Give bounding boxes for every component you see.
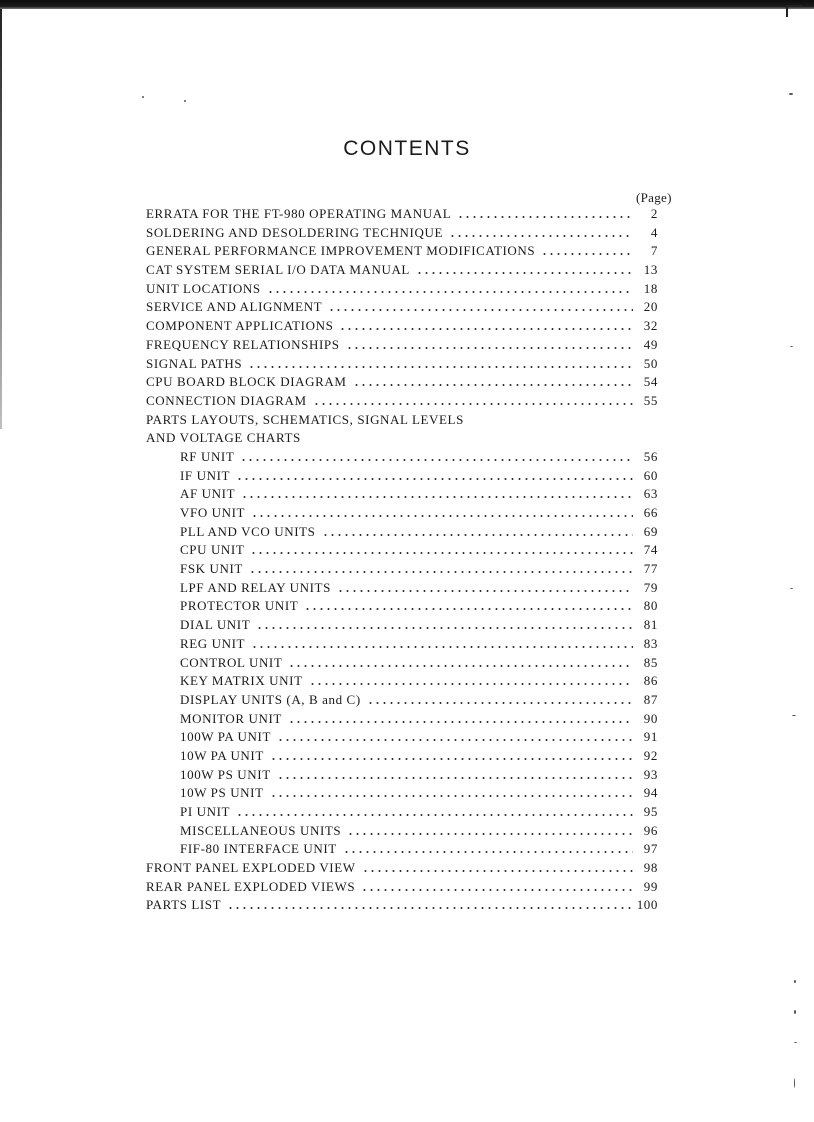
dot-leader <box>361 889 633 891</box>
toc-entry-page: 55 <box>643 392 658 408</box>
toc-entry-page: 96 <box>643 822 658 838</box>
toc-entry-page: 18 <box>643 280 658 296</box>
toc-sub-entry <box>146 841 670 860</box>
dot-leader <box>277 739 633 741</box>
toc-entry <box>146 225 670 244</box>
toc-section-heading-line: AND VOLTAGE CHARTS <box>146 430 301 446</box>
dot-leader <box>309 683 633 685</box>
toc-sub-entry <box>146 673 670 692</box>
toc-entry-label: FREQUENCY RELATIONSHIPS <box>146 336 340 352</box>
toc-entry-label: ERRATA FOR THE FT-980 OPERATING MANUAL <box>146 206 452 221</box>
toc-section-heading <box>146 430 670 449</box>
dot-leader <box>236 478 633 480</box>
toc-entry-label: SIGNAL PATHS <box>146 355 243 371</box>
toc-entry-label: 100W PS UNIT <box>180 766 271 782</box>
toc-entry-page: 95 <box>643 804 658 819</box>
dot-leader <box>457 216 633 218</box>
dot-leader <box>240 459 633 461</box>
toc-entry-page: 54 <box>643 374 658 390</box>
toc-entry-label: PLL AND VCO UNITS <box>180 523 316 539</box>
dot-leader <box>322 534 633 536</box>
toc-entry-label: REAR PANEL EXPLODED VIEWS <box>146 878 356 894</box>
toc-entry-label: CONNECTION DIAGRAM <box>146 392 307 408</box>
dot-leader <box>251 646 633 648</box>
toc-entry <box>146 374 670 393</box>
dot-leader <box>270 758 633 760</box>
toc-entry-label: SOLDERING AND DESOLDERING TECHNIQUE <box>146 224 443 240</box>
toc-entry-label: CAT SYSTEM SERIAL I/O DATA MANUAL <box>146 262 410 278</box>
dot-leader <box>251 515 633 517</box>
toc-entry-page: 94 <box>643 785 658 801</box>
toc-entry-page: 20 <box>643 299 658 315</box>
table-of-contents <box>146 206 670 916</box>
toc-sub-entry <box>146 711 670 730</box>
toc-entry-page: 7 <box>650 243 658 259</box>
toc-entry <box>146 243 670 262</box>
toc-sub-entry <box>146 486 670 505</box>
toc-entry-page: 93 <box>643 766 658 782</box>
dot-leader <box>288 721 633 723</box>
toc-entry-label: GENERAL PERFORMANCE IMPROVEMENT MODIFICATIONS <box>146 243 536 259</box>
dot-leader <box>288 665 633 667</box>
scan-speck <box>792 715 796 716</box>
scan-speck <box>142 96 144 98</box>
dot-leader <box>367 702 633 704</box>
scan-top-border <box>0 0 814 9</box>
dot-leader <box>277 777 633 779</box>
toc-entry-label: DISPLAY UNITS (A, B and C) <box>180 691 361 707</box>
toc-section-heading <box>146 412 670 431</box>
toc-sub-entry <box>146 729 670 748</box>
toc-entry-page: 90 <box>643 710 658 726</box>
toc-entry-page: 66 <box>643 505 658 520</box>
dot-leader <box>337 590 633 592</box>
dot-leader <box>241 496 633 498</box>
toc-sub-entry <box>146 617 670 636</box>
toc-sub-entry <box>146 804 670 823</box>
toc-entry-page: 97 <box>643 841 658 857</box>
toc-entry-label: PARTS LIST <box>146 897 222 913</box>
scan-left-edge <box>0 9 2 429</box>
toc-entry-page: 69 <box>643 523 658 539</box>
toc-sub-entry <box>146 748 670 767</box>
toc-entry-page: 4 <box>650 224 658 240</box>
toc-entry-label: CONTROL UNIT <box>180 654 283 670</box>
scan-speck <box>789 93 793 95</box>
toc-entry <box>146 281 670 300</box>
toc-sub-entry <box>146 598 670 617</box>
toc-sub-entry <box>146 505 670 524</box>
toc-entry-label: FIF-80 INTERFACE UNIT <box>180 841 337 857</box>
scan-speck <box>794 980 796 983</box>
toc-entry-label: AF UNIT <box>180 486 236 502</box>
toc-entry-page: 86 <box>643 673 658 689</box>
toc-sub-entry <box>146 468 670 487</box>
dot-leader <box>227 907 633 909</box>
toc-entry-page: 87 <box>643 691 658 707</box>
dot-leader <box>353 384 633 386</box>
scan-speck <box>794 1078 795 1088</box>
scan-speck <box>790 346 793 347</box>
toc-sub-entry <box>146 636 670 655</box>
toc-entry-label: VFO UNIT <box>180 505 246 520</box>
toc-entry-page: 74 <box>643 542 658 558</box>
toc-entry-label: MISCELLANEOUS UNITS <box>180 822 342 838</box>
dot-leader <box>270 795 633 797</box>
toc-entry-label: PROTECTOR UNIT <box>180 598 299 614</box>
toc-entry-label: LPF AND RELAY UNITS <box>180 579 331 595</box>
toc-entry-page: 81 <box>643 617 658 633</box>
scan-speck <box>790 588 793 589</box>
toc-entry-page: 92 <box>643 747 658 763</box>
toc-entry-page: 100 <box>636 897 658 913</box>
scan-speck <box>794 1010 796 1014</box>
toc-sub-entry <box>146 524 670 543</box>
toc-entry-label: DIAL UNIT <box>180 617 251 633</box>
toc-entry-label: PI UNIT <box>180 804 231 819</box>
scan-corner-mark <box>786 5 802 17</box>
toc-entry <box>146 262 670 281</box>
toc-entry-page: 79 <box>643 579 658 595</box>
toc-entry-page: 49 <box>643 336 658 352</box>
scan-speck <box>184 100 186 102</box>
toc-entry-page: 98 <box>643 860 658 876</box>
toc-entry-label: SERVICE AND ALIGNMENT <box>146 299 323 315</box>
toc-entry-label: 100W PA UNIT <box>180 729 271 745</box>
page-title: CONTENTS <box>343 137 471 160</box>
toc-entry-label: FRONT PANEL EXPLODED VIEW <box>146 860 356 876</box>
dot-leader <box>449 235 633 237</box>
dot-leader <box>343 851 633 853</box>
toc-sub-entry <box>146 767 670 786</box>
toc-entry-label: 10W PA UNIT <box>180 747 264 763</box>
toc-section-heading-line: PARTS LAYOUTS, SCHEMATICS, SIGNAL LEVELS <box>146 411 464 427</box>
toc-sub-entry <box>146 449 670 468</box>
toc-entry-page: 50 <box>643 355 658 371</box>
dot-leader <box>362 870 633 872</box>
toc-entry <box>146 897 670 916</box>
toc-entry-label: IF UNIT <box>180 467 231 483</box>
toc-entry-label: COMPONENT APPLICATIONS <box>146 318 334 334</box>
dot-leader <box>313 403 633 405</box>
toc-entry-label: RF UNIT <box>180 448 235 464</box>
dot-leader <box>249 571 633 573</box>
dot-leader <box>267 291 633 293</box>
toc-entry-label: FSK UNIT <box>180 561 243 577</box>
toc-entry-page: 60 <box>643 467 658 483</box>
toc-entry-label: KEY MATRIX UNIT <box>180 673 303 689</box>
toc-entry-label: MONITOR UNIT <box>180 710 282 726</box>
dot-leader <box>346 347 633 349</box>
toc-entry-page: 99 <box>643 878 658 894</box>
dot-leader <box>304 608 633 610</box>
toc-sub-entry <box>146 823 670 842</box>
toc-sub-entry <box>146 561 670 580</box>
toc-entry-page: 80 <box>643 598 658 614</box>
toc-sub-entry <box>146 542 670 561</box>
toc-entry-label: CPU BOARD BLOCK DIAGRAM <box>146 374 347 390</box>
toc-entry-page: 63 <box>643 486 658 502</box>
toc-entry-label: REG UNIT <box>180 635 246 651</box>
toc-entry-label: CPU UNIT <box>180 542 245 558</box>
toc-entry-page: 2 <box>650 206 658 221</box>
toc-entry-page: 83 <box>643 635 658 651</box>
toc-entry-label: 10W PS UNIT <box>180 785 264 801</box>
toc-entry <box>146 299 670 318</box>
toc-entry-page: 56 <box>643 448 658 464</box>
toc-entry <box>146 318 670 337</box>
dot-leader <box>256 627 633 629</box>
dot-leader <box>328 309 633 311</box>
toc-entry-page: 32 <box>643 318 658 334</box>
toc-sub-entry <box>146 785 670 804</box>
dot-leader <box>339 328 633 330</box>
scan-speck <box>794 1042 797 1043</box>
dot-leader <box>416 272 633 274</box>
dot-leader <box>541 253 633 255</box>
toc-sub-entry <box>146 580 670 599</box>
toc-entry <box>146 393 670 412</box>
toc-sub-entry <box>146 655 670 674</box>
toc-entry <box>146 337 670 356</box>
toc-entry-page: 13 <box>643 262 658 278</box>
dot-leader <box>347 833 633 835</box>
toc-entry-label: UNIT LOCATIONS <box>146 280 261 296</box>
toc-entry <box>146 356 670 375</box>
toc-entry <box>146 860 670 879</box>
toc-sub-entry <box>146 692 670 711</box>
dot-leader <box>248 366 633 368</box>
toc-entry <box>146 879 670 898</box>
dot-leader <box>250 552 633 554</box>
toc-entry-page: 91 <box>643 729 658 745</box>
toc-entry-page: 77 <box>643 561 658 577</box>
toc-entry-page: 85 <box>643 654 658 670</box>
page-column-label: (Page) <box>636 190 672 205</box>
toc-entry <box>146 206 670 225</box>
dot-leader <box>236 814 633 816</box>
